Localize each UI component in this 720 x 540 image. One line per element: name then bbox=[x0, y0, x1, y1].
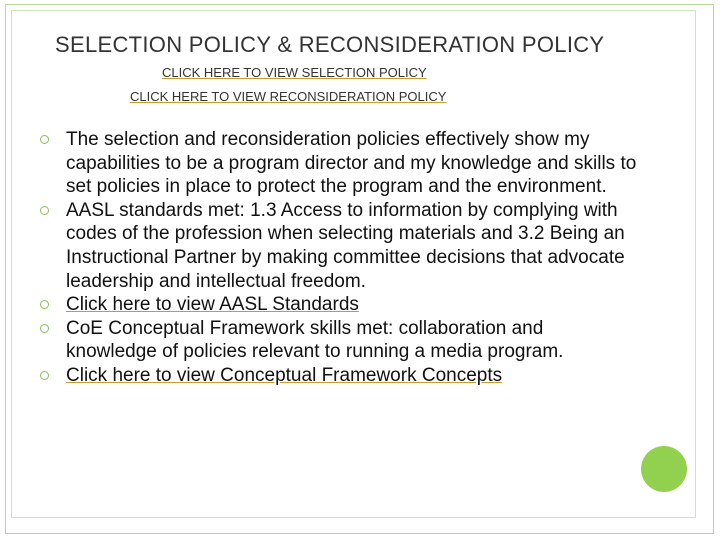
aasl-standards-link[interactable]: Click here to view AASL Standards bbox=[66, 294, 359, 316]
bullet-aasl-link bbox=[38, 293, 638, 317]
bullet-marker-icon bbox=[40, 371, 49, 380]
bullet-coe-framework bbox=[38, 317, 638, 364]
bullet-framework-link bbox=[38, 364, 638, 388]
bullet-text: The selection and reconsideration policies effectively show my capabilities to be a program director and my knowledge and skills to set policies in place to protect the program and the environment. bbox=[66, 129, 637, 198]
bullet-marker-icon bbox=[40, 135, 49, 144]
bullet-policies-summary bbox=[38, 128, 638, 199]
conceptual-framework-link[interactable]: Click here to view Conceptual Framework Concepts bbox=[66, 364, 503, 386]
slide-title: SELECTION POLICY & RECONSIDERATION POLICY bbox=[55, 32, 605, 57]
bullet-text: CoE Conceptual Framework skills met: collaboration and knowledge of policies relevant to running a media program. bbox=[66, 317, 564, 363]
bullet-text: AASL standards met: 1.3 Access to information by complying with codes of the profession when selecting materials and 3.2 Being an Instructional Partner by making committee decisions that advocate leadership and intellectual freedom. bbox=[66, 199, 625, 292]
green-circle-decoration bbox=[641, 446, 687, 492]
bullet-marker-icon bbox=[40, 324, 49, 333]
reconsideration-policy-link[interactable]: CLICK HERE TO VIEW RECONSIDERATION POLICY bbox=[130, 89, 447, 104]
bullet-marker-icon bbox=[40, 300, 49, 309]
selection-policy-link[interactable]: CLICK HERE TO VIEW SELECTION POLICY bbox=[162, 65, 427, 80]
bullet-aasl-standards bbox=[38, 199, 638, 293]
bullet-list bbox=[38, 128, 638, 388]
bullet-marker-icon bbox=[40, 206, 49, 215]
